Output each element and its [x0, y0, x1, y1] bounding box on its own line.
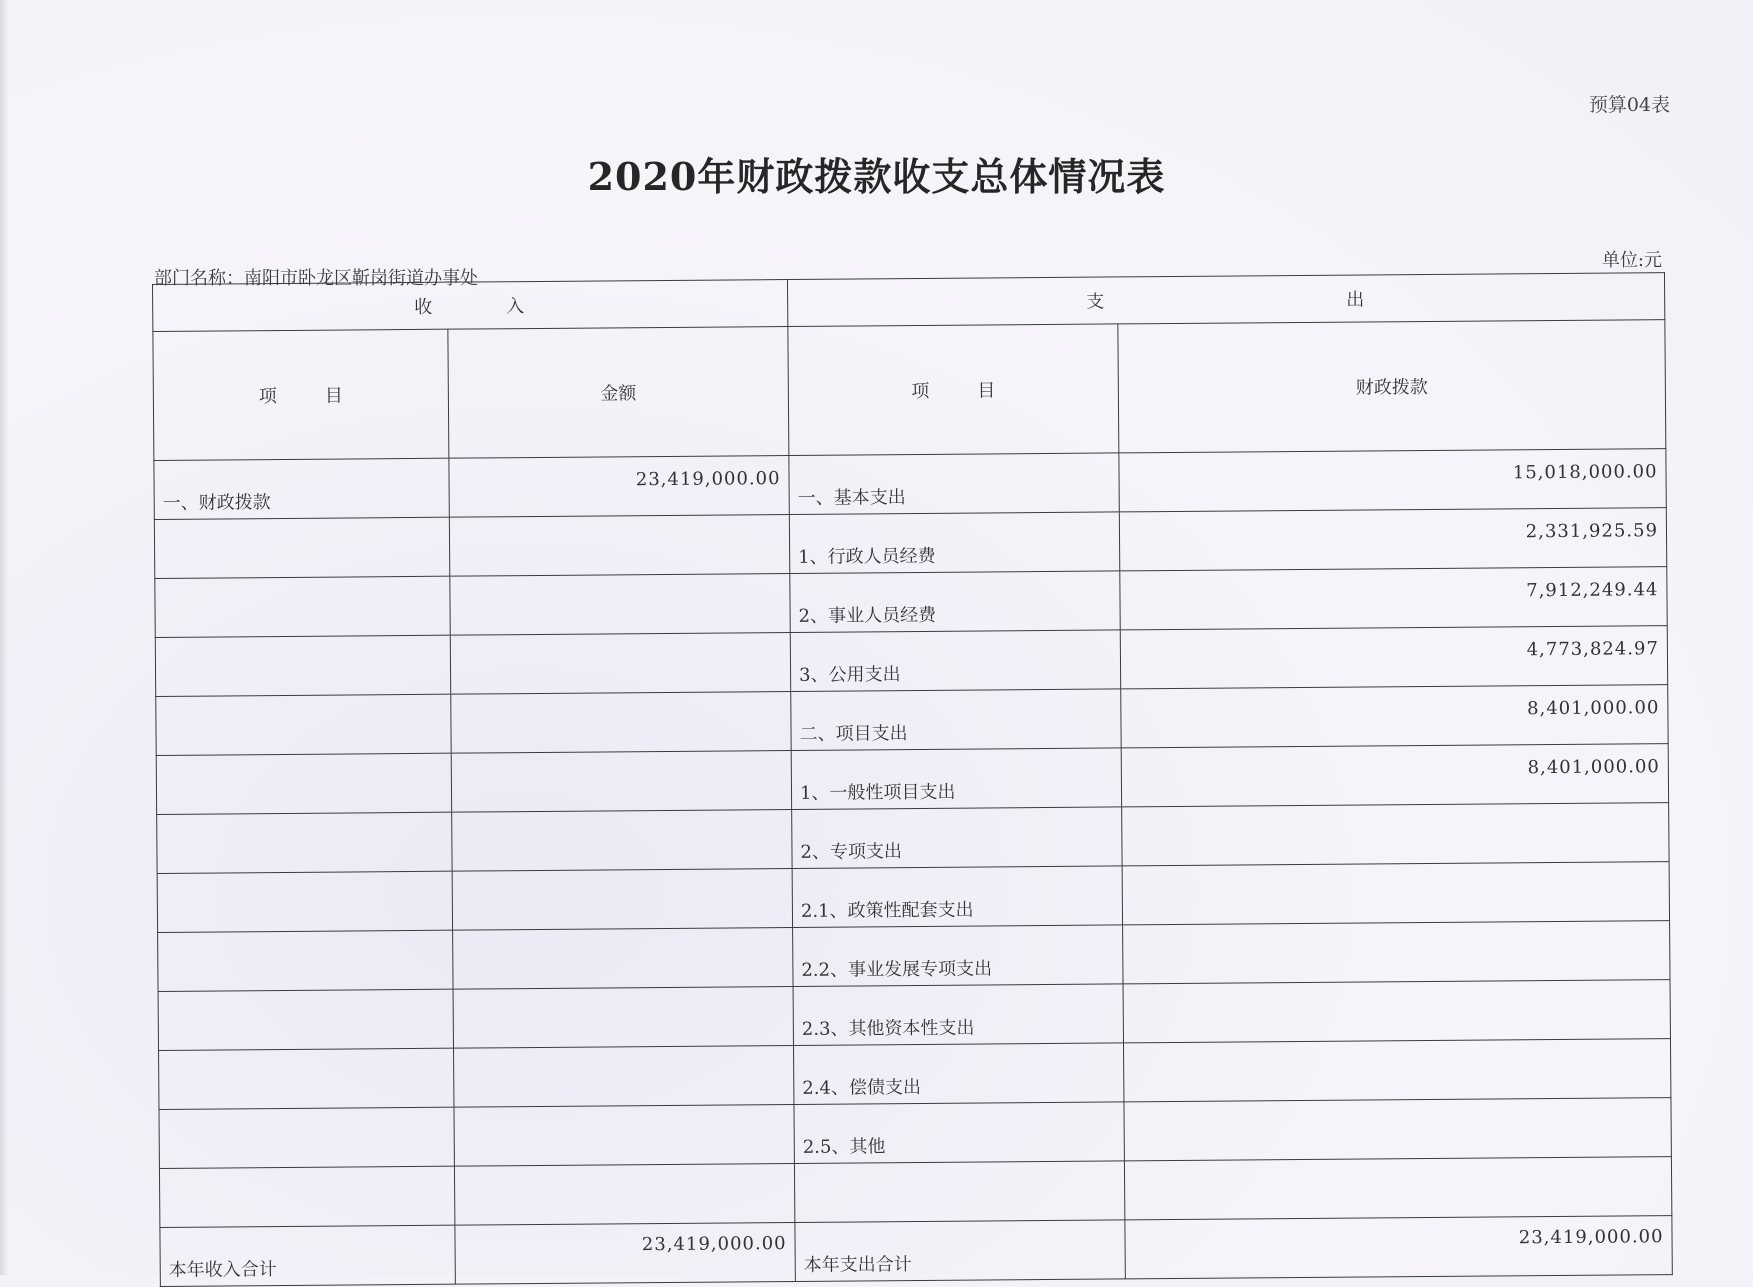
expense-amount-cell: 15,018,000.00 — [1119, 449, 1666, 512]
income-amount-header: 金额 — [448, 327, 789, 459]
income-amount-cell — [450, 573, 790, 635]
expense-total-amount: 23,419,000.00 — [1125, 1216, 1672, 1279]
expense-amount-header: 财政拨款 — [1118, 320, 1666, 453]
header-row-columns — [153, 320, 1666, 461]
expense-item-cell: 3、公用支出 — [790, 630, 1120, 692]
income-item-header-char-2: 目 — [324, 385, 343, 407]
expense-item-cell: 1、一般性项目支出 — [791, 748, 1121, 810]
income-total-label: 本年收入合计 — [160, 1225, 455, 1286]
expense-item-header — [788, 324, 1119, 456]
expense-amount-cell — [1123, 980, 1670, 1043]
income-item-cell — [159, 1166, 454, 1227]
expense-header — [787, 273, 1664, 327]
expense-amount-cell — [1122, 803, 1669, 866]
income-item-cell: 一、财政拨款 — [154, 458, 449, 519]
expense-total-label: 本年支出合计 — [795, 1220, 1125, 1282]
income-item-cell — [158, 930, 453, 991]
income-item-cell — [156, 694, 451, 755]
income-amount-cell — [450, 632, 790, 694]
income-item-cell — [157, 871, 452, 932]
form-number: 预算04表 — [1588, 94, 1670, 116]
expense-amount-cell: 8,401,000.00 — [1121, 744, 1668, 807]
income-item-header-char-1: 项 — [258, 386, 277, 408]
expense-header-char-2: 出 — [1346, 289, 1367, 311]
expense-item-cell: 2.4、偿债支出 — [794, 1043, 1124, 1105]
department-name: 部门名称：南阳市卧龙区靳岗街道办事处 — [154, 268, 478, 289]
expense-item-cell: 一、基本支出 — [789, 453, 1119, 515]
expense-amount-cell — [1123, 1039, 1670, 1102]
income-item-cell — [158, 989, 453, 1050]
income-header-char-2: 入 — [506, 296, 527, 318]
expense-item-cell: 2.5、其他 — [794, 1102, 1124, 1164]
income-amount-cell — [451, 691, 791, 753]
income-total-amount: 23,419,000.00 — [455, 1222, 795, 1284]
income-item-cell — [154, 517, 449, 578]
expense-amount-cell — [1124, 1157, 1671, 1220]
expense-item-cell: 二、项目支出 — [791, 689, 1121, 751]
income-amount-cell — [452, 868, 792, 930]
expense-item-cell: 2.2、事业发展专项支出 — [793, 925, 1123, 987]
expense-amount-cell — [1124, 1098, 1671, 1161]
expense-item-header-char-2: 目 — [977, 380, 996, 402]
page-title: 2020年财政拨款收支总体情况表 — [587, 154, 1166, 199]
income-amount-cell — [452, 809, 792, 871]
income-amount-cell — [453, 986, 793, 1048]
income-item-cell — [155, 635, 450, 696]
expense-item-cell: 2、事业人员经费 — [790, 571, 1120, 633]
income-item-cell — [159, 1048, 454, 1109]
income-header-char-1: 收 — [414, 296, 435, 318]
expense-item-cell: 2.3、其他资本性支出 — [793, 984, 1123, 1046]
expense-amount-cell — [1122, 862, 1669, 925]
income-amount-cell — [454, 1045, 794, 1107]
income-amount-cell — [454, 1163, 794, 1225]
income-item-cell — [157, 812, 452, 873]
expense-amount-cell — [1123, 921, 1670, 984]
income-amount-cell — [449, 515, 789, 577]
expense-amount-cell: 2,331,925.59 — [1119, 508, 1666, 571]
expense-item-header-char-1: 项 — [911, 380, 930, 403]
income-item-cell — [155, 576, 450, 637]
expense-amount-cell: 8,401,000.00 — [1121, 685, 1668, 748]
income-amount-cell — [453, 927, 793, 989]
expense-item-cell: 1、行政人员经费 — [789, 512, 1119, 574]
expense-header-char-1: 支 — [1086, 291, 1107, 313]
income-amount-cell — [454, 1104, 794, 1166]
table-body — [153, 273, 1673, 1287]
appropriation-table — [152, 272, 1673, 1287]
expense-amount-cell: 4,773,824.97 — [1120, 626, 1667, 689]
unit-label: 单位:元 — [1601, 250, 1662, 271]
income-amount-cell: 23,419,000.00 — [449, 456, 789, 518]
expense-item-cell: 2.1、政策性配套支出 — [792, 866, 1122, 928]
expense-item-cell: 2、专项支出 — [792, 807, 1122, 869]
income-item-cell — [159, 1107, 454, 1168]
total-row — [160, 1216, 1672, 1287]
income-item-cell — [156, 753, 451, 814]
expense-amount-cell: 7,912,249.44 — [1120, 567, 1667, 630]
income-header — [153, 280, 788, 332]
income-item-header — [153, 329, 449, 460]
expense-item-cell — [794, 1161, 1124, 1223]
income-amount-cell — [451, 750, 791, 812]
